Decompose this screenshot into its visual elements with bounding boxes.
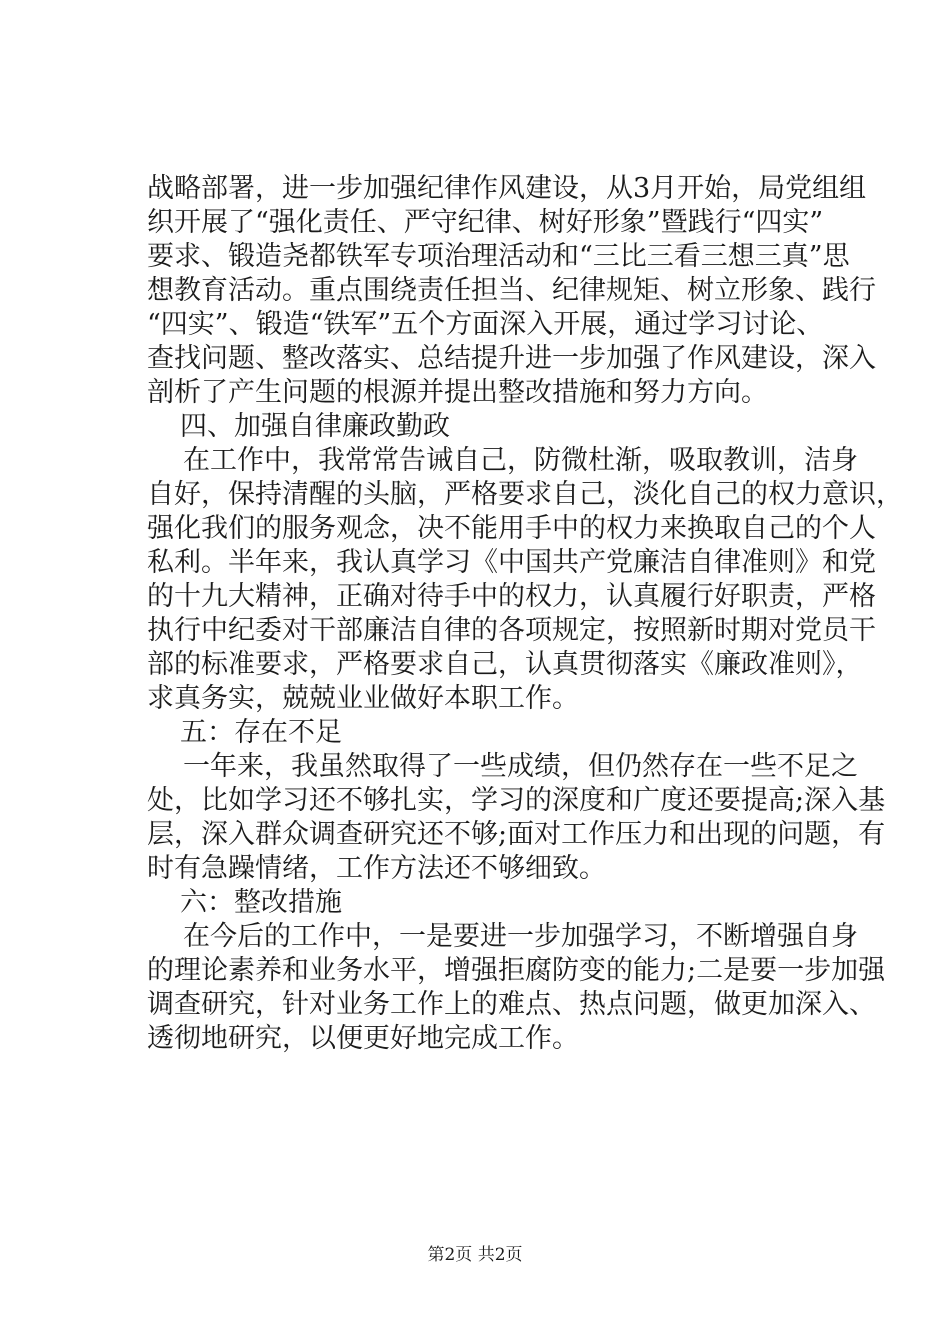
text-line: 强化我们的服务观念，决不能用手中的权力来换取自己的个人	[147, 513, 876, 544]
text-line: 织开展了“强化责任、严守纪律、树好形象”暨践行“四实”	[147, 207, 824, 238]
text-line: 要求、锻造尧都铁军专项治理活动和“三比三看三想三真”思	[147, 241, 850, 272]
text-line: 查找问题、整改落实、总结提升进一步加强了作风建设，深入	[147, 343, 876, 374]
text-line: 在工作中，我常常告诫自己，防微杜渐，吸取教训，洁身	[183, 445, 858, 476]
text-line: 剖析了产生问题的根源并提出整改措施和努力方向。	[147, 377, 768, 408]
section-heading: 五：存在不足	[180, 717, 342, 748]
text-line: 战略部署，进一步加强纪律作风建设，从3月开始，局党组组	[147, 173, 867, 204]
text-line: “四实”、锻造“铁军”五个方面深入开展，通过学习讨论、	[147, 309, 824, 340]
paragraph	[147, 750, 886, 886]
text-line: 处，比如学习还不够扎实，学习的深度和广度还要提高;深入基	[147, 785, 886, 816]
section-heading: 四、加强自律廉政勤政	[180, 411, 450, 442]
text-line: 想教育活动。重点围绕责任担当、纪律规矩、树立形象、践行	[147, 275, 876, 306]
text-line: 层，深入群众调查研究还不够;面对工作压力和出现的问题，有	[147, 819, 886, 850]
text-line: 自好，保持清醒的头脑，严格要求自己，淡化自己的权力意识，	[147, 479, 903, 510]
text-line: 在今后的工作中，一是要进一步加强学习，不断增强自身	[183, 921, 858, 952]
page-number-footer: 第2页 共2页	[427, 1245, 523, 1265]
text-line: 一年来，我虽然取得了一些成绩，但仍然存在一些不足之	[183, 751, 858, 782]
text-line: 私利。半年来，我认真学习《中国共产党廉洁自律准则》和党	[147, 547, 876, 578]
paragraph	[147, 172, 876, 410]
text-line: 透彻地研究，以便更好地完成工作。	[147, 1023, 579, 1054]
text-line: 求真务实，兢兢业业做好本职工作。	[147, 683, 579, 714]
text-line: 执行中纪委对干部廉洁自律的各项规定，按照新时期对党员干	[147, 615, 876, 646]
text-line: 时有急躁情绪，工作方法还不够细致。	[147, 853, 606, 884]
paragraph	[147, 920, 886, 1056]
text-line: 的理论素养和业务水平，增强拒腐防变的能力;二是要一步加强	[147, 955, 886, 986]
document-body	[147, 172, 903, 1056]
paragraph	[147, 444, 903, 716]
text-line: 部的标准要求，严格要求自己，认真贯彻落实《廉政准则》，	[147, 649, 863, 680]
text-line: 调查研究，针对业务工作上的难点、热点问题，做更加深入、	[147, 989, 876, 1020]
section-heading: 六：整改措施	[180, 887, 342, 918]
text-line: 的十九大精神，正确对待手中的权力，认真履行好职责，严格	[147, 581, 876, 612]
